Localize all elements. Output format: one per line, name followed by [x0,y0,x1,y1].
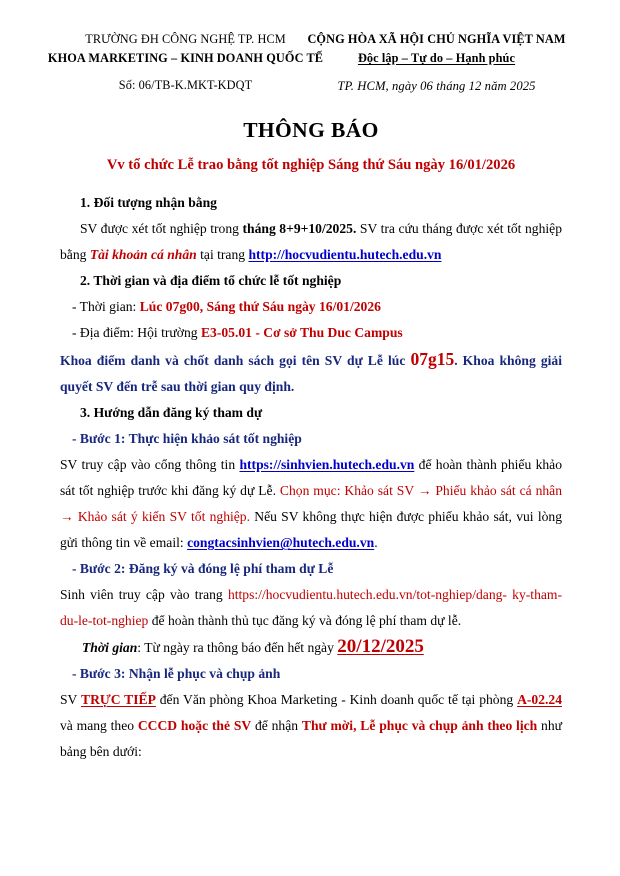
time-label: - Thời gian: [72,299,140,314]
roll-call-time: 07g15 [410,349,455,369]
s3-1-text-c: để hoàn thành phiếu khảo sát tốt nghiệp trước khi đăng ký dự Lễ. [60,457,562,498]
header-right-column [307,30,566,96]
university-name: TRƯỜNG ĐH CÔNG NGHỆ TP. HCM [85,32,286,46]
section-2-heading: 2. Thời gian và địa điểm tổ chức lễ tốt nghiệp [80,273,342,288]
step-3-heading: - Bước 3: Nhận lễ phục và chụp ảnh [72,666,281,681]
warning-text-a: Khoa điểm danh và chốt danh sách gọi tên SV dự Lễ lúc [60,353,411,368]
ceremony-place-line [60,320,562,346]
warning-text-c: . Khoa không giải quyết SV đến trễ sau thời gian quy định. [60,353,562,394]
s3-1-text-g: . [374,535,378,550]
registration-url[interactable]: https://hocvudientu.hutech.edu.vn/tot-nghiep/dang- ky-tham-du-le-tot-nghiep [60,587,562,628]
office-room-number: A-02.24 [517,692,562,707]
registration-deadline: 20/12/2025 [337,636,424,657]
time-value: Lúc 07g00, Sáng thứ Sáu ngày 16/01/2026 [139,299,381,314]
national-title: CỘNG HÒA XÃ HỘI CHỦ NGHĨA VIỆT NAM [307,32,566,46]
s3-3-text-i: như bảng bên dưới: [60,718,562,759]
document-number: Số: 06/TB-K.MKT-KDQT [118,78,253,92]
hocvudientu-link[interactable]: http://hocvudientu.hutech.edu.vn [248,247,442,262]
faculty-name: KHOA MARKETING – KINH DOANH QUỐC TẾ [47,51,324,65]
s3-3-text-g: để nhận [251,718,302,733]
step-2-paragraph [60,582,562,634]
registration-time-text: : Từ ngày ra thông báo đến hết ngày [137,640,338,655]
s1-text-a: SV được xét tốt nghiệp trong [80,221,243,236]
s1-text-e: tại trang [196,247,249,262]
step-1-paragraph [60,452,562,556]
step-3-paragraph [60,687,562,765]
s1-text-c: SV tra cứu tháng được xét tốt nghiệp bằng [60,221,562,262]
document-body [60,190,562,765]
page-title: THÔNG BÁO [243,118,379,142]
s3-2-text-a: Sinh viên truy cập vào trang [60,587,228,602]
page-subtitle: Vv tổ chức Lễ trao bằng tốt nghiệp Sáng thứ Sáu ngày 16/01/2026 [106,157,516,173]
sinhvien-portal-link[interactable]: https://sinhvien.hutech.edu.vn [239,457,415,472]
s1-personal-account: Tài khoản cá nhân [89,247,197,262]
survey-menu-path: Chọn mục: Khảo sát SV → Phiếu khảo sát cá nhân → Khảo sát ý kiến SV tốt nghiệp. [60,483,563,524]
s3-3-text-a: SV [60,692,82,707]
step-2-heading: - Bước 2: Đăng ký và đóng lệ phí tham dự Lễ [72,561,334,576]
required-id-documents: CCCD hoặc thẻ SV [137,718,252,733]
s3-3-text-c: đến Văn phòng Khoa Marketing - Kinh doanh quốc tế tại phòng [155,692,518,707]
registration-time-label: Thời gian [82,640,138,655]
s3-3-text-e: và mang theo [60,718,138,733]
registration-period-line [60,634,562,661]
header-left-column [47,30,324,95]
national-motto: Độc lập – Tự do – Hạnh phúc [357,51,516,65]
attendance-warning [60,346,562,400]
section-1-paragraph [60,216,562,268]
items-to-receive: Thư mời, Lễ phục và chụp ảnh theo lịch [301,718,538,733]
step-1-heading: - Bước 1: Thực hiện khảo sát tốt nghiệp [72,431,302,446]
place-and-date: TP. HCM, ngày 06 tháng 12 năm 2025 [337,79,536,93]
place-value: E3-05.01 - Cơ sở Thu Duc Campus [200,325,403,340]
ceremony-time-line [60,294,562,320]
place-label: - Địa điểm: Hội trường [72,325,201,340]
s3-1-text-e: Nếu SV không thực hiện được phiếu khảo sát, vui lòng gửi thông tin về email: [60,509,562,550]
s3-1-text-a: SV truy cập vào cổng thông tin [60,457,240,472]
support-email-link[interactable]: congtacsinhvien@hutech.edu.vn [187,535,375,550]
s3-2-text-c: để hoàn thành thủ tục đăng ký và đóng lệ phí tham dự lễ. [148,613,462,628]
section-3-heading: 3. Hướng dẫn đăng ký tham dự [80,405,263,420]
section-1-heading: 1. Đối tượng nhận bằng [80,195,217,210]
in-person-emphasis: TRỰC TIẾP [81,692,156,707]
document-header [47,30,566,96]
s1-graduation-months: tháng 8+9+10/2025. [242,221,357,236]
